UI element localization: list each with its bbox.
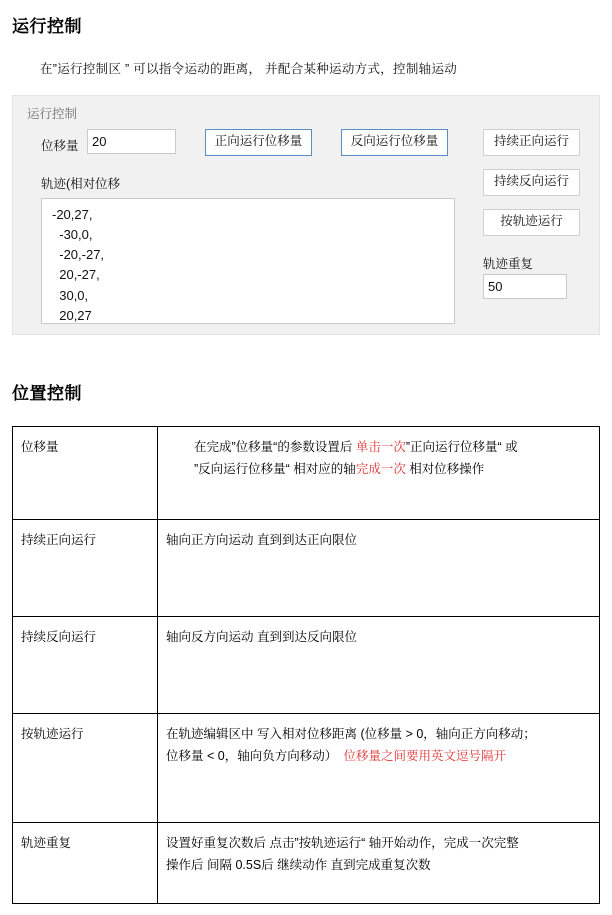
row-line-1: 设置好重复次数后 点击”按轨迹运行“ 轴开始动作，完成一次完整: [166, 836, 519, 850]
row-value: [158, 617, 600, 714]
table-row: [13, 427, 600, 520]
row-key: 持续正向运行: [13, 520, 158, 617]
repeat-input[interactable]: [483, 274, 567, 299]
row-key: 位移量: [13, 427, 158, 520]
continuous-reverse-button[interactable]: 持续反向运行: [483, 169, 580, 196]
table-row: [13, 617, 600, 714]
table-row: [13, 520, 600, 617]
forward-displacement-button[interactable]: 正向运行位移量: [205, 129, 312, 156]
repeat-label: 轨迹重复: [483, 257, 534, 271]
row-key: 轨迹重复: [13, 823, 158, 904]
reverse-displacement-button[interactable]: 反向运行位移量: [341, 129, 448, 156]
row-key: 按轨迹运行: [13, 714, 158, 823]
displacement-label: 位移量: [41, 139, 79, 153]
row-line-2: 操作后 间隔 0.5S后 继续动作 直到完成重复次数: [166, 857, 431, 872]
row-line-2: ”反向运行位移量“ 相对应的轴完成一次 相对位移操作: [194, 461, 485, 476]
position-control-table: [12, 426, 600, 904]
document-page: [0, 12, 612, 915]
row-value: [158, 520, 600, 617]
row-line-1: 在轨迹编辑区中 写入相对位移距离 (位移量 > 0，轴向正方向移动；: [166, 727, 536, 741]
row-line-1: 轴向反方向运动 直到到达反向限位: [166, 630, 357, 644]
page-title-run-control: 运行控制: [12, 17, 82, 36]
displacement-input[interactable]: [87, 129, 176, 154]
table-row: [13, 823, 600, 904]
row-value: [158, 714, 600, 823]
intro-text: 在”运行控制区 ” 可以指令运动的距离， 并配合某种运动方式，控制轴运动: [40, 62, 458, 76]
row-line-2: 位移量 < 0，轴向负方向移动） 位移量之间要用英文逗号隔开: [166, 748, 506, 763]
trajectory-textarea[interactable]: [41, 198, 455, 324]
run-control-panel: [12, 95, 600, 335]
table-row: [13, 714, 600, 823]
panel-legend: 运行控制: [27, 107, 78, 121]
run-trajectory-button[interactable]: 按轨迹运行: [483, 209, 580, 236]
row-key: 持续反向运行: [13, 617, 158, 714]
row-line-1: 轴向正方向运动 直到到达正向限位: [166, 533, 357, 547]
row-line-1: 在完成”位移量“的参数设置后 单击一次”正向运行位移量“ 或: [194, 440, 518, 454]
row-value: [158, 427, 600, 520]
page-title-position-control: 位置控制: [12, 384, 82, 403]
continuous-forward-button[interactable]: 持续正向运行: [483, 129, 580, 156]
trajectory-label: 轨迹(相对位移: [41, 177, 121, 191]
row-value: [158, 823, 600, 904]
